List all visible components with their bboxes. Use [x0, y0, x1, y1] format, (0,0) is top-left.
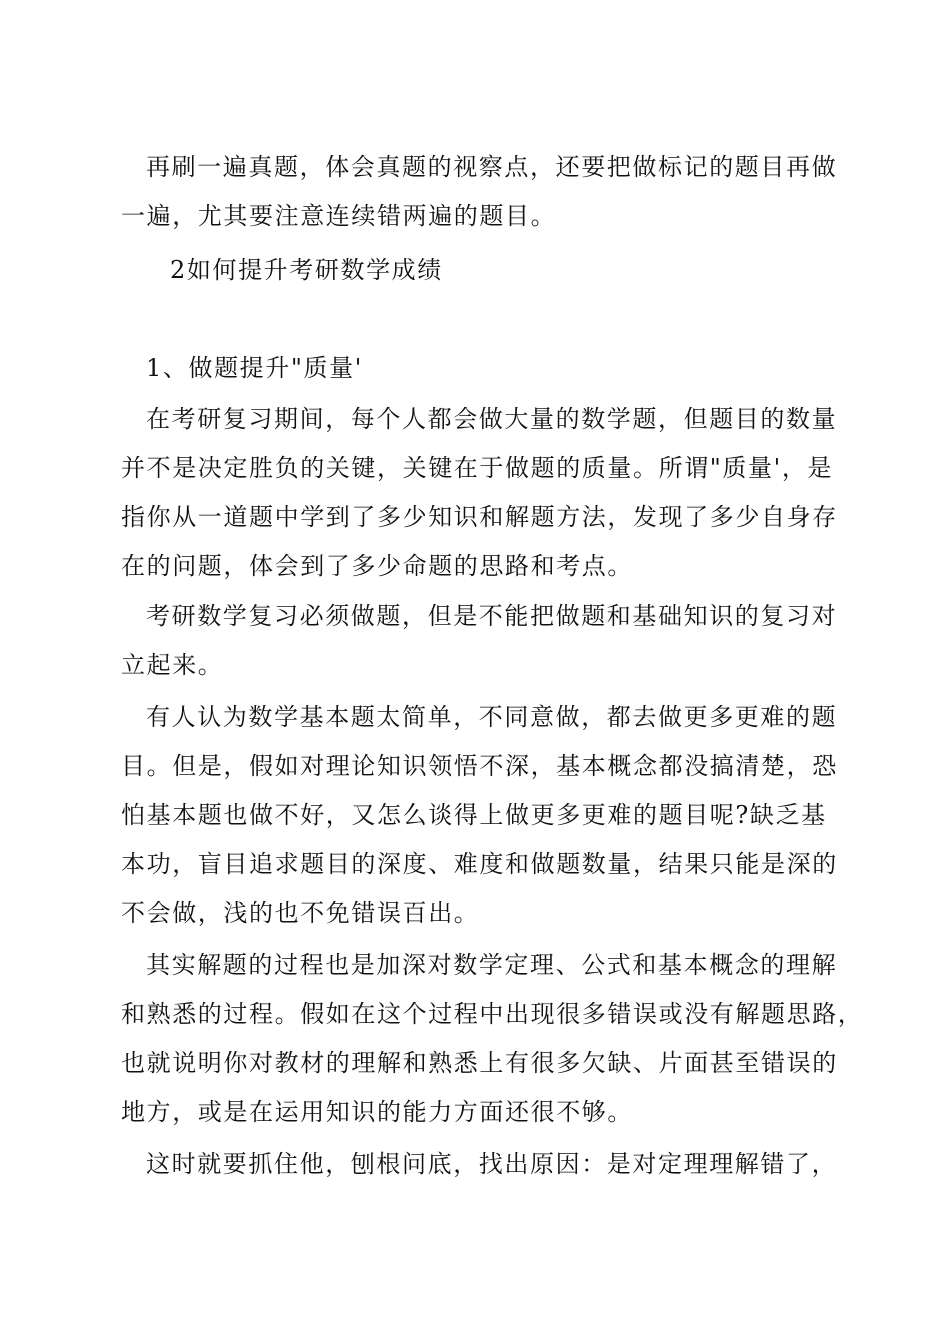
text-line: 考研数学复习必须做题，但是不能把做题和基础知识的复习对	[146, 602, 838, 630]
text-line: 一遍，尤其要注意连续错两遍的题目。	[121, 202, 557, 230]
text-line: 其实解题的过程也是加深对数学定理、公式和基本概念的理解	[146, 951, 838, 979]
text-line: 有人认为数学基本题太简单，不同意做，都去做更多更难的题	[146, 703, 838, 731]
text-line: 这时就要抓住他，刨根问底，找出原因：是对定理理解错了，	[146, 1150, 838, 1178]
text-line: 立起来。	[121, 651, 224, 679]
text-line: 怕基本题也做不好，又怎么谈得上做更多更难的题目呢?缺乏基	[121, 801, 827, 829]
text-line: 指你从一道题中学到了多少知识和解题方法，发现了多少自身存	[121, 503, 838, 531]
text-line: 并不是决定胜负的关键，关键在于做题的质量。所谓"质量'，是	[121, 454, 834, 482]
text-line: 再刷一遍真题，体会真题的视察点，还要把做标记的题目再做	[146, 153, 838, 181]
text-line: 也就说明你对教材的理解和熟悉上有很多欠缺、片面甚至错误的	[121, 1049, 838, 1077]
text-line: 在的问题，体会到了多少命题的思路和考点。	[121, 552, 633, 580]
text-line: 在考研复习期间，每个人都会做大量的数学题，但题目的数量	[146, 405, 838, 433]
text-line: 和熟悉的过程。假如在这个过程中出现很多错误或没有解题思路，	[121, 1000, 864, 1028]
text-line: 地方，或是在运用知识的能力方面还很不够。	[121, 1098, 633, 1126]
subsection-heading: 1、做题提升"质量'	[146, 354, 363, 382]
text-line: 目。但是，假如对理论知识领悟不深，基本概念都没搞清楚，恐	[121, 752, 838, 780]
text-line: 不会做，浅的也不免错误百出。	[121, 899, 480, 927]
text-line: 本功，盲目追求题目的深度、难度和做题数量，结果只能是深的	[121, 850, 838, 878]
section-heading: 2如何提升考研数学成绩	[170, 256, 443, 284]
